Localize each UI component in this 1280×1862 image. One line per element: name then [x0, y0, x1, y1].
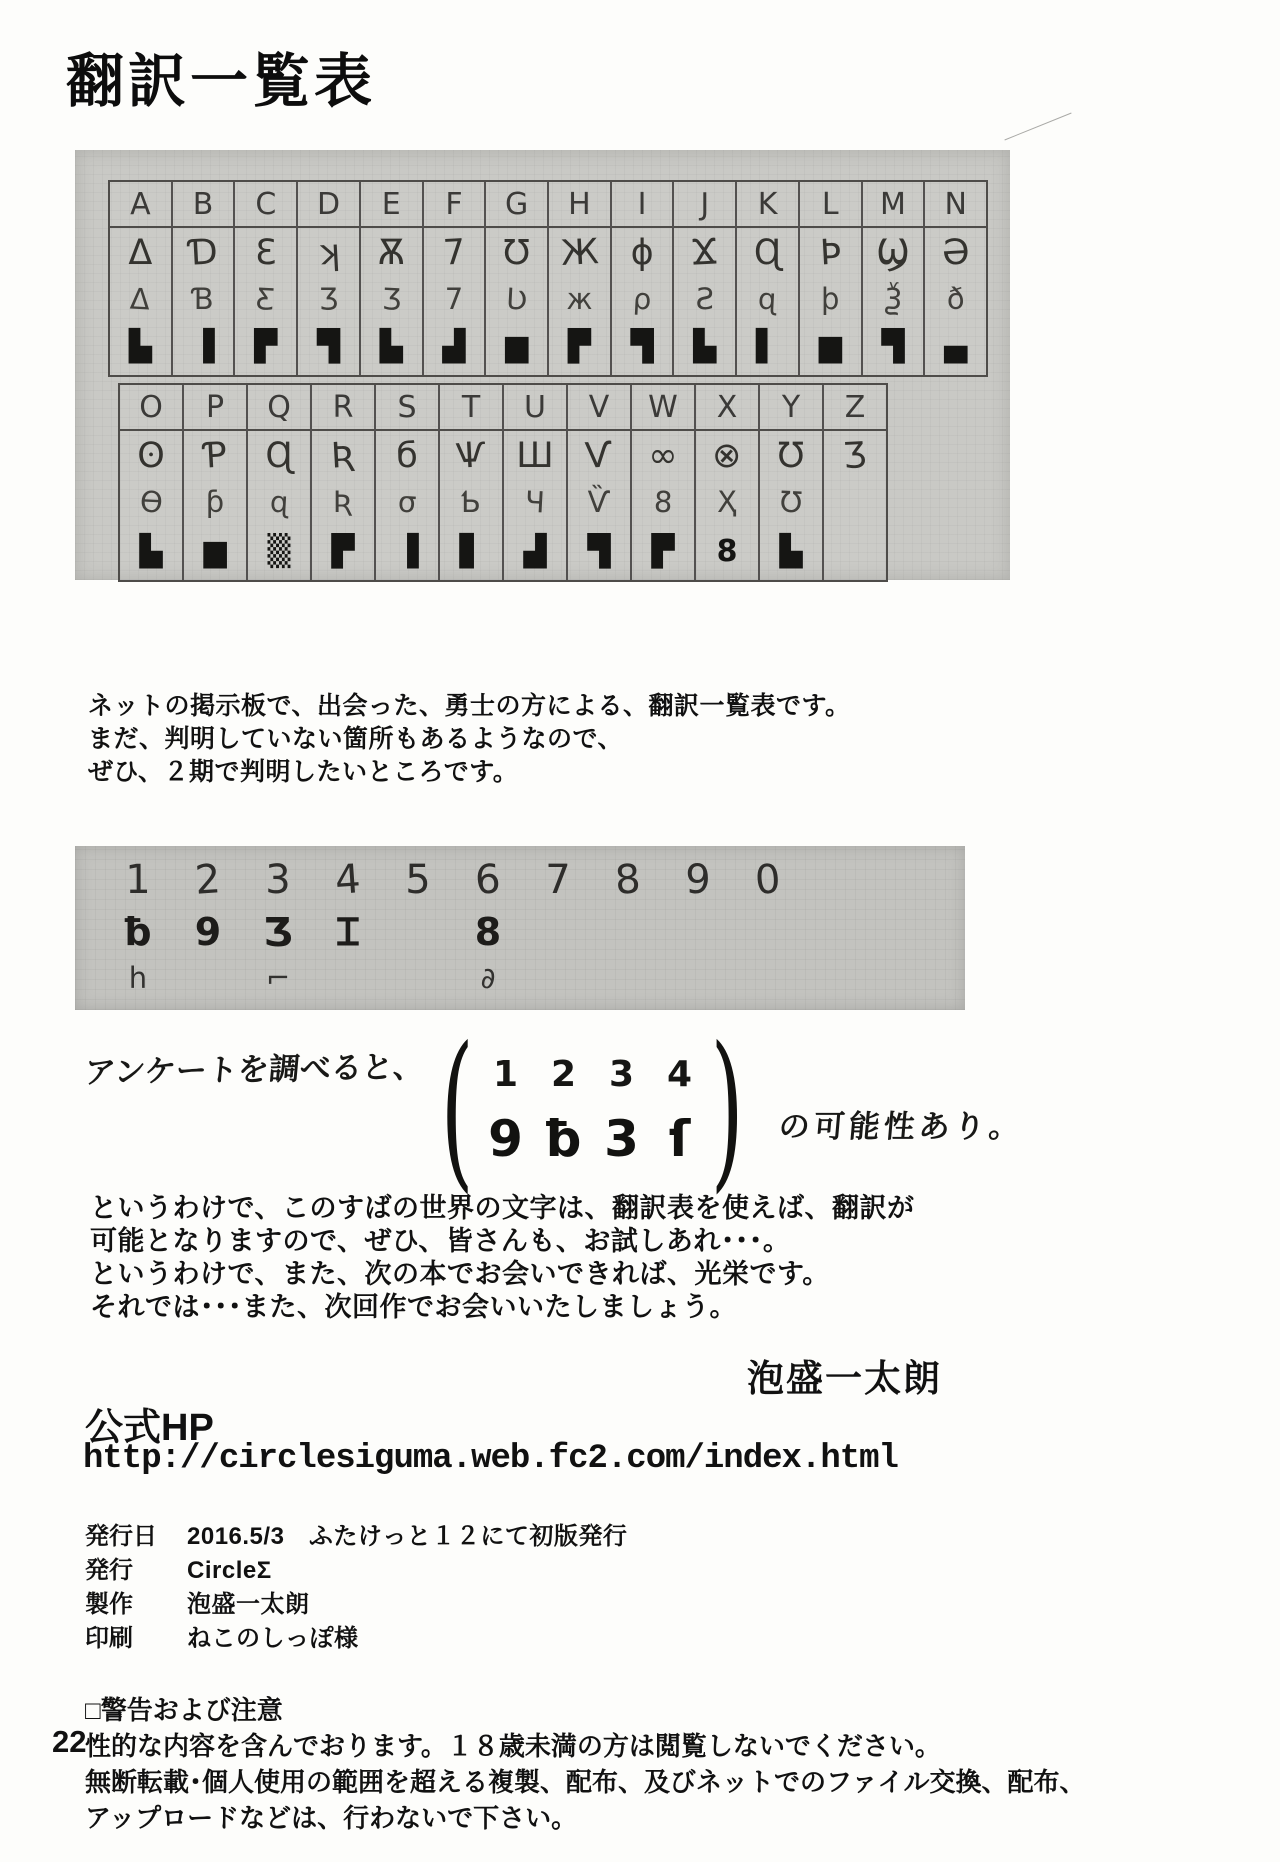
cipher-column: [760, 385, 824, 580]
matrix-digit: 2: [550, 1054, 576, 1095]
cipher-column: [737, 182, 800, 375]
cipher-glyph-primary: Ɋ: [753, 233, 782, 273]
cipher-glyph-primary: Ɋ: [265, 436, 293, 476]
cipher-glyph-primary: Ϣ: [876, 233, 910, 273]
latin-letter: R: [312, 385, 374, 431]
matrix-digit: 1: [492, 1054, 518, 1095]
digit: 8: [613, 856, 643, 904]
digit-cipher-glyph-variant: h: [128, 961, 148, 995]
open-paren: (: [440, 1011, 474, 1209]
cipher-glyph-primary: Ɗ: [187, 232, 219, 274]
cipher-glyph-bold: ▟: [442, 329, 466, 364]
cipher-glyph-bold: 8: [716, 534, 738, 569]
warning-line-1: 性的な内容を含んでおります。１８歳未満の方は閲覧しないでください。: [85, 1731, 941, 1761]
digit-cipher-glyph: 9: [194, 910, 222, 954]
closing-line-2: 可能となりますので、ぜひ、皆さんも、お試しあれ･･･。: [90, 1226, 791, 1256]
cipher-glyph-primary: Ϸ: [818, 232, 842, 274]
cipher-glyph-bold: ▙: [693, 329, 717, 364]
cipher-column: [824, 385, 886, 580]
cipher-column: [612, 182, 675, 375]
digit: 9: [685, 857, 711, 903]
cipher-glyph-variant: 7: [444, 282, 464, 316]
number-column: [325, 854, 371, 1010]
cipher-glyph-bold: ▙: [128, 329, 152, 364]
annotation-suffix: の可能性あり。: [776, 1108, 1026, 1145]
number-column: [395, 854, 441, 1010]
warning-line-3: アップロードなどは、行わないで下さい。: [85, 1803, 578, 1833]
cipher-glyph-primary: Ʀ: [329, 435, 357, 477]
digit: 5: [405, 857, 431, 903]
cipher-glyph-primary: Ѱ: [454, 435, 488, 477]
digit-cipher-glyph-variant: ∂: [480, 961, 496, 995]
cipher-column: [248, 385, 312, 580]
cipher-glyph-variant: σ: [396, 484, 418, 520]
cipher-column: [504, 385, 568, 580]
latin-letter: W: [632, 385, 694, 431]
cipher-glyph-variant: Ѷ: [587, 485, 611, 519]
number-column: [185, 854, 231, 1010]
colophon-row: [85, 1588, 627, 1622]
cipher-glyph-primary: Ѫ: [377, 233, 406, 273]
cipher-glyph-bold: ▜: [316, 329, 341, 364]
latin-letter: S: [376, 385, 438, 431]
latin-letter: H: [549, 182, 610, 228]
cipher-glyph-bold: ▛: [254, 329, 278, 364]
cipher-column: [110, 182, 173, 375]
latin-letter: N: [925, 182, 986, 228]
cipher-glyph-primary: Ϫ: [690, 232, 720, 274]
digit: 0: [753, 856, 783, 904]
table-note-line-1: ネットの掲示板で、出会った、勇士の方による、翻訳一覧表です。: [88, 692, 851, 720]
cipher-glyph-bold: ▌: [756, 329, 780, 364]
cipher-glyph-variant: Ƅ: [461, 485, 481, 519]
cipher-column: [120, 385, 184, 580]
cipher-glyph-variant: Ҳ: [717, 485, 737, 519]
cipher-glyph-primary: Ɛ: [255, 233, 277, 273]
colophon-row: [85, 1520, 627, 1554]
cipher-glyph-variant: Ѯ: [882, 281, 904, 317]
cipher-glyph-variant: Ч: [524, 484, 546, 520]
official-site-url: http://circlesiguma.web.fc2.com/index.html: [83, 1440, 898, 1478]
cipher-glyph-bold: ▛: [651, 534, 675, 569]
latin-letter: Q: [248, 385, 310, 431]
matrix-digit: 4: [666, 1054, 692, 1095]
cipher-glyph-primary: ʘ: [137, 436, 165, 476]
digit-cipher-glyph: Ӡ: [263, 910, 293, 954]
cipher-glyph-variant: Ƨ: [695, 282, 715, 316]
closing-paragraph: [90, 1192, 914, 1324]
number-column: [745, 854, 791, 1010]
latin-letter: U: [504, 385, 566, 431]
cipher-glyph-primary: Ə: [940, 232, 971, 274]
cipher-column: [376, 385, 440, 580]
latin-letter: K: [737, 182, 798, 228]
warning-line-2: 無断転載･個人使用の範囲を超える複製、配布、及びネットでのファイル交換、配布、: [85, 1767, 1086, 1797]
cipher-glyph-bold: ▄: [944, 329, 968, 364]
cipher-column: [568, 385, 632, 580]
matrix-digit: 3: [608, 1054, 634, 1095]
latin-letter: P: [184, 385, 246, 431]
colophon: [85, 1520, 627, 1656]
cipher-glyph-bold: ▛: [567, 329, 591, 364]
official-hp-label: 公式HP: [85, 1407, 214, 1449]
latin-letter: O: [120, 385, 182, 431]
cipher-column: [235, 182, 298, 375]
latin-letter: F: [424, 182, 485, 228]
close-paren: ): [711, 1011, 745, 1209]
cipher-glyph-primary: Ƥ: [202, 435, 228, 477]
latin-letter: D: [298, 182, 359, 228]
colophon-value: CircleΣ: [187, 1557, 272, 1584]
latin-letter: A: [110, 182, 171, 228]
cipher-column: [361, 182, 424, 375]
cipher-glyph-primary: Ʊ: [503, 233, 531, 273]
cipher-glyph-bold: ▜: [881, 329, 905, 364]
cipher-glyph-variant: Ʒ: [380, 281, 402, 317]
cipher-glyph-bold: ▐: [191, 329, 215, 364]
cipher-glyph-variant: Ƹ: [255, 281, 277, 317]
cipher-glyph-primary: Ш: [516, 436, 554, 476]
digit: 3: [265, 857, 291, 903]
cipher-glyph-bold: ▆: [505, 329, 529, 364]
latin-letter: Z: [824, 385, 886, 431]
author-name: 泡盛一太朗: [747, 1358, 942, 1399]
cipher-column: [863, 182, 926, 375]
digit-cipher-glyph: Ɪ: [337, 910, 359, 954]
number-column: [465, 854, 511, 1010]
cipher-glyph-variant: Ʀ: [332, 485, 354, 519]
scan-artifact-line: [1004, 113, 1071, 141]
latin-letter: M: [863, 182, 924, 228]
digit: 2: [193, 856, 223, 904]
cipher-glyph-variant: 8: [652, 484, 674, 520]
latin-letter: T: [440, 385, 502, 431]
cipher-glyph-variant: Ʋ: [505, 281, 529, 317]
cipher-glyph-bold: ▟: [523, 534, 547, 569]
latin-letter: B: [173, 182, 234, 228]
latin-letter: L: [800, 182, 861, 228]
cipher-glyph-primary: Ѵ: [584, 435, 614, 477]
digit-cipher-glyph: ƀ: [124, 910, 152, 954]
latin-letter: Y: [760, 385, 822, 431]
matrix-glyph: 3: [604, 1110, 639, 1168]
alphabet-cipher-panel: [75, 150, 1010, 580]
warning-heading: □警告および注意: [85, 1695, 283, 1725]
cipher-column: [440, 385, 504, 580]
cipher-column: [632, 385, 696, 580]
page-title: 翻訳一覧表: [66, 49, 377, 114]
cipher-column: [674, 182, 737, 375]
cipher-glyph-variant: Δ: [129, 281, 152, 317]
cipher-glyph-primary: Ж: [559, 232, 600, 274]
colophon-value: 泡盛一太朗: [187, 1591, 310, 1618]
number-column: [115, 854, 161, 1010]
closing-line-4: それでは･･･また、次回作でお会いいたしましょう。: [90, 1292, 737, 1322]
latin-letter: C: [235, 182, 296, 228]
digit-cipher-glyph: 8: [474, 910, 502, 954]
cipher-glyph-primary: Ӡ: [842, 435, 868, 477]
matrix-glyph: 9: [488, 1110, 523, 1168]
cipher-column: [312, 385, 376, 580]
digit-cipher-glyph-variant: ⌐: [265, 961, 291, 995]
cipher-column: [298, 182, 361, 375]
number-cipher-panel: [75, 846, 965, 1010]
digit: 1: [125, 857, 151, 903]
cipher-column: [173, 182, 236, 375]
cipher-glyph-bold: ▐: [395, 534, 419, 569]
table-note-line-2: まだ、判明していない箇所もあるようなので、: [88, 725, 624, 753]
colophon-value: ねこのしっぽ様: [187, 1625, 359, 1652]
cipher-glyph-bold: ▆: [203, 534, 227, 569]
cipher-glyph-primary: ϕ: [630, 233, 654, 273]
matrix-glyph: ƀ: [545, 1110, 582, 1168]
cipher-glyph-bold: ▙: [139, 534, 163, 569]
digit: 4: [333, 856, 363, 904]
cipher-glyph-primary: ⊗: [711, 435, 743, 477]
annotation-prefix: アンケートを調べると、: [82, 1049, 426, 1091]
cipher-glyph-bold: ▋: [459, 534, 483, 569]
colophon-label: 発行: [85, 1557, 133, 1584]
cipher-glyph-variant: ɋ: [757, 281, 778, 317]
number-column: [255, 854, 301, 1010]
cipher-glyph-variant: ƥ: [205, 485, 225, 519]
cipher-row-o-z: [118, 383, 888, 582]
colophon-label: 印刷: [85, 1625, 133, 1652]
warning-block: [85, 1692, 1085, 1836]
cipher-glyph-variant: Ѳ: [138, 484, 164, 520]
cipher-glyph-primary: ʞ: [315, 232, 342, 274]
colophon-label: 製作: [85, 1591, 133, 1618]
cipher-glyph-variant: Ӡ: [318, 282, 339, 316]
annotation-matrix: [476, 1048, 708, 1172]
colophon-row: [85, 1622, 627, 1656]
digit: 7: [545, 857, 571, 903]
cipher-glyph-primary: ℧: [777, 436, 805, 476]
cipher-glyph-variant: ϸ: [821, 282, 840, 316]
cipher-glyph-variant: ж: [566, 282, 593, 316]
cipher-row-a-n: [108, 180, 988, 377]
latin-letter: I: [612, 182, 673, 228]
cipher-column: [486, 182, 549, 375]
cipher-glyph-primary: б: [396, 436, 418, 476]
cipher-column: [549, 182, 612, 375]
cipher-glyph-primary: Δ: [128, 233, 153, 273]
cipher-column: [800, 182, 863, 375]
number-column: [675, 854, 721, 1010]
cipher-glyph-bold: ▛: [331, 534, 355, 569]
cipher-glyph-bold: ▜: [630, 329, 654, 364]
cipher-glyph-variant: Ɓ: [192, 282, 214, 316]
cipher-glyph-bold: ▆: [818, 329, 842, 364]
closing-line-1: というわけで、このすばの世界の文字は、翻訳表を使えば、翻訳が: [90, 1193, 915, 1223]
cipher-column: [925, 182, 986, 375]
cipher-glyph-bold: ▙: [379, 329, 403, 364]
cipher-glyph-bold: ▒: [267, 534, 291, 569]
cipher-column: [696, 385, 760, 580]
cipher-column: [184, 385, 248, 580]
latin-letter: E: [361, 182, 422, 228]
cipher-column: [424, 182, 487, 375]
matrix-glyph: ſ: [668, 1110, 691, 1168]
table-note-line-3: ぜひ、２期で判明したいところです。: [88, 758, 519, 786]
cipher-glyph-variant: ɋ: [268, 484, 290, 520]
number-column: [535, 854, 581, 1010]
latin-letter: X: [696, 385, 758, 431]
page-number: 22: [52, 1724, 87, 1759]
cipher-glyph-variant: Ʊ: [779, 484, 803, 520]
cipher-glyph-primary: 7: [441, 232, 467, 274]
digit: 6: [473, 856, 503, 904]
latin-letter: V: [568, 385, 630, 431]
latin-letter: J: [674, 182, 735, 228]
cipher-glyph-bold: ▙: [779, 534, 803, 569]
cipher-glyph-primary: ∞: [648, 436, 678, 476]
table-note: [88, 690, 851, 789]
colophon-label: 発行日: [85, 1523, 157, 1550]
latin-letter: G: [486, 182, 547, 228]
cipher-glyph-variant: ρ: [632, 281, 653, 317]
colophon-value: 2016.5/3 ふたけっと１２にて初版発行: [187, 1523, 628, 1550]
number-column: [605, 854, 651, 1010]
cipher-glyph-bold: ▜: [587, 534, 611, 569]
cipher-glyph-variant: ð: [946, 282, 965, 316]
closing-line-3: というわけで、また、次の本でお会いできれば、光栄です。: [90, 1259, 830, 1289]
colophon-row: [85, 1554, 627, 1588]
